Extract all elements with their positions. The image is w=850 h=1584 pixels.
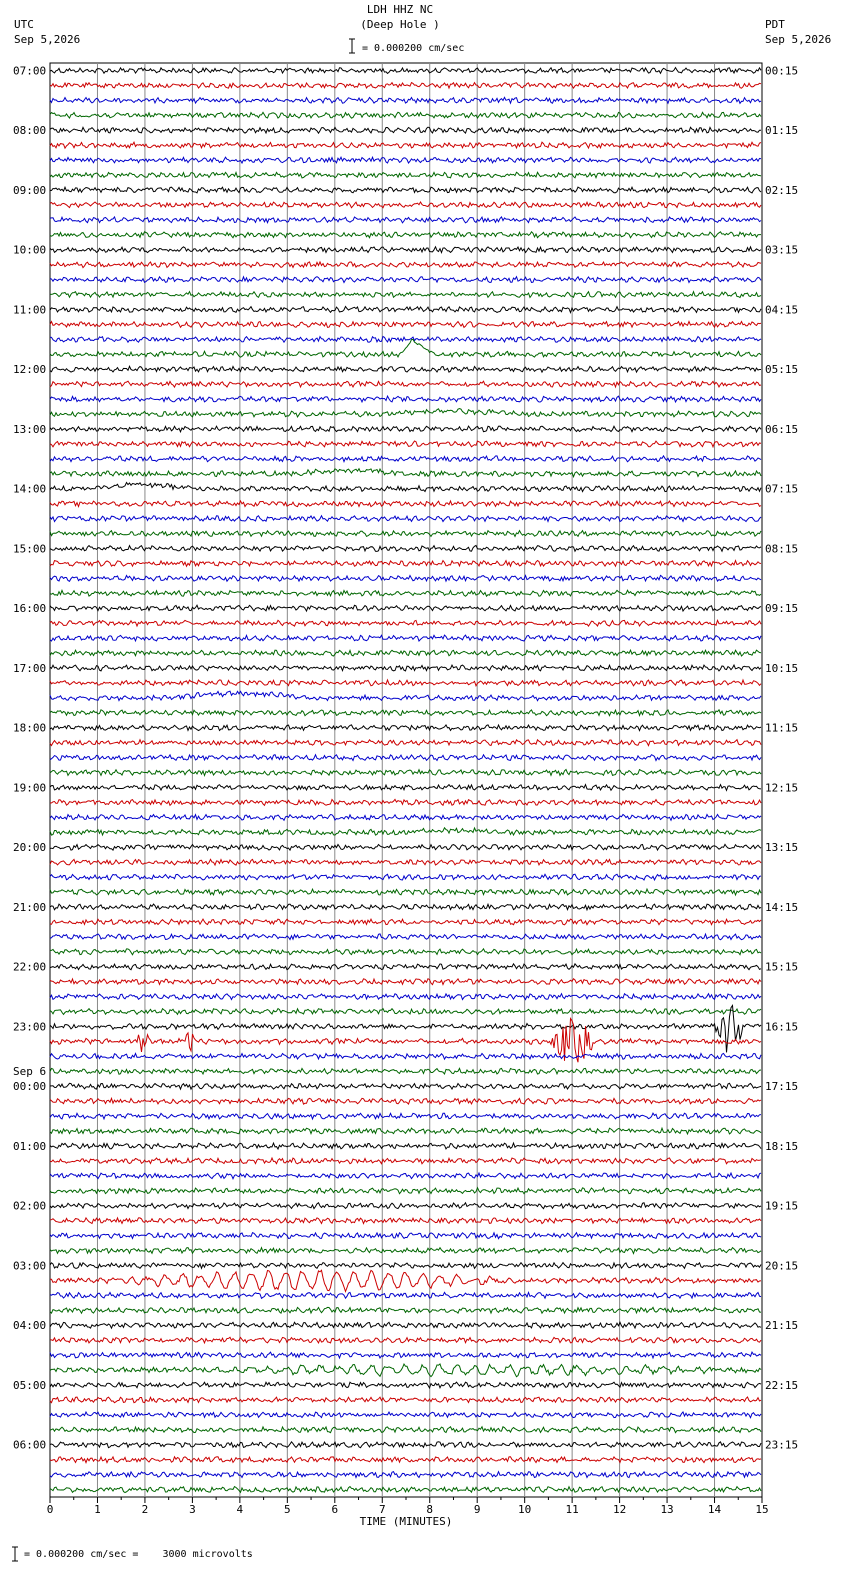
left-hour-label: 00:00 bbox=[13, 1080, 47, 1094]
right-hour-label: 02:15 bbox=[765, 183, 799, 197]
date-change-label: Sep 6 bbox=[13, 1065, 47, 1079]
x-tick-label: 4 bbox=[236, 1503, 244, 1516]
scale-text: = 0.000200 cm/sec bbox=[362, 43, 465, 54]
seismic-trace bbox=[50, 277, 761, 283]
left-hour-label: 13:00 bbox=[13, 422, 47, 436]
seismic-trace bbox=[50, 1128, 761, 1134]
x-tick-label: 6 bbox=[331, 1503, 339, 1516]
right-hour-label: 04:15 bbox=[765, 303, 799, 317]
left-hour-label: 20:00 bbox=[13, 841, 47, 855]
seismic-trace bbox=[50, 1322, 761, 1328]
scale-bar-icon bbox=[349, 39, 355, 53]
seismic-trace bbox=[50, 799, 761, 805]
left-hour-label: 01:00 bbox=[13, 1139, 47, 1153]
seismic-trace bbox=[50, 1397, 761, 1403]
seismic-trace bbox=[50, 650, 761, 656]
seismic-trace bbox=[50, 561, 761, 567]
seismic-trace bbox=[50, 1068, 761, 1074]
seismic-trace bbox=[50, 828, 761, 835]
left-timezone: UTC bbox=[14, 18, 34, 31]
seismic-trace bbox=[50, 1382, 761, 1388]
right-hour-label: 01:15 bbox=[765, 124, 799, 138]
seismic-trace bbox=[50, 575, 761, 581]
seismic-trace bbox=[50, 337, 761, 343]
x-tick-label: 14 bbox=[707, 1503, 722, 1516]
station-title: LDH HHZ NC bbox=[366, 3, 434, 16]
seismic-trace bbox=[50, 483, 761, 492]
seismic-trace bbox=[50, 725, 761, 731]
seismic-trace bbox=[50, 1203, 761, 1209]
seismic-trace bbox=[50, 546, 761, 552]
seismic-trace bbox=[50, 157, 761, 163]
left-hour-label: 11:00 bbox=[13, 303, 47, 317]
seismic-trace bbox=[50, 710, 761, 716]
seismic-trace bbox=[50, 202, 761, 208]
right-hour-label: 18:15 bbox=[765, 1139, 799, 1153]
left-date: Sep 5,2026 bbox=[14, 33, 81, 46]
seismic-trace bbox=[50, 1233, 761, 1239]
left-hour-label: 14:00 bbox=[13, 482, 47, 496]
seismic-trace bbox=[50, 1143, 761, 1149]
seismic-trace bbox=[50, 1083, 761, 1089]
seismic-trace bbox=[50, 396, 761, 402]
seismic-trace bbox=[50, 770, 761, 776]
seismic-trace bbox=[50, 366, 761, 372]
site-subtitle: (Deep Hole ) bbox=[360, 18, 440, 31]
right-hour-label: 12:15 bbox=[765, 781, 799, 795]
axis-labels bbox=[13, 64, 798, 1528]
left-hour-label: 06:00 bbox=[13, 1438, 47, 1452]
right-hour-label: 09:15 bbox=[765, 602, 799, 616]
seismic-trace bbox=[50, 127, 761, 133]
seismic-trace bbox=[50, 262, 761, 268]
left-hour-label: 02:00 bbox=[13, 1199, 47, 1213]
right-hour-label: 06:15 bbox=[765, 422, 799, 436]
x-tick-label: 5 bbox=[284, 1503, 291, 1516]
seismic-trace bbox=[50, 83, 761, 89]
right-hour-label: 11:15 bbox=[765, 721, 799, 735]
seismic-trace bbox=[50, 142, 761, 148]
seismic-trace bbox=[50, 441, 761, 447]
seismic-trace bbox=[50, 1188, 761, 1194]
left-hour-label: 18:00 bbox=[13, 721, 47, 735]
seismic-trace bbox=[50, 620, 761, 626]
seismic-trace bbox=[50, 1248, 761, 1254]
seismic-trace bbox=[50, 755, 761, 761]
left-hour-label: 12:00 bbox=[13, 363, 47, 377]
x-tick-label: 9 bbox=[473, 1503, 481, 1516]
right-hour-label: 10:15 bbox=[765, 661, 799, 675]
left-hour-label: 17:00 bbox=[13, 661, 47, 675]
seismic-trace bbox=[50, 1218, 761, 1224]
seismic-trace bbox=[50, 680, 761, 686]
left-hour-label: 16:00 bbox=[13, 602, 47, 616]
left-hour-label: 07:00 bbox=[13, 64, 47, 78]
seismic-trace bbox=[50, 844, 761, 850]
left-hour-label: 19:00 bbox=[13, 781, 47, 795]
seismic-trace bbox=[50, 1412, 761, 1418]
seismic-trace bbox=[50, 1442, 761, 1448]
right-hour-label: 16:15 bbox=[765, 1020, 799, 1034]
x-tick-label: 3 bbox=[189, 1503, 196, 1516]
seismic-trace bbox=[50, 904, 761, 910]
seismic-trace bbox=[50, 1053, 761, 1059]
seismic-trace bbox=[50, 815, 761, 821]
right-hour-label: 23:15 bbox=[765, 1438, 799, 1452]
right-hour-label: 08:15 bbox=[765, 542, 799, 556]
right-hour-label: 00:15 bbox=[765, 64, 799, 78]
right-hour-label: 17:15 bbox=[765, 1080, 799, 1094]
right-hour-label: 07:15 bbox=[765, 482, 799, 496]
footer-scale-note: = 0.000200 cm/sec = 3000 microvolts bbox=[24, 1549, 253, 1560]
seismic-trace bbox=[50, 889, 761, 895]
seismic-trace bbox=[50, 635, 761, 641]
right-hour-label: 21:15 bbox=[765, 1319, 799, 1333]
left-hour-label: 10:00 bbox=[13, 243, 47, 257]
right-date: Sep 5,2026 bbox=[765, 33, 832, 46]
seismic-trace bbox=[50, 232, 761, 238]
seismic-trace bbox=[50, 339, 761, 357]
seismic-trace bbox=[50, 979, 761, 985]
seismic-trace bbox=[50, 409, 761, 417]
x-tick-label: 2 bbox=[141, 1503, 149, 1516]
left-hour-label: 15:00 bbox=[13, 542, 47, 556]
left-hour-label: 23:00 bbox=[13, 1020, 47, 1034]
seismic-trace bbox=[50, 1457, 761, 1463]
seismic-trace bbox=[50, 1113, 761, 1119]
seismic-trace bbox=[50, 859, 761, 865]
left-hour-label: 22:00 bbox=[13, 960, 47, 974]
seismic-trace bbox=[50, 994, 761, 1000]
x-tick-label: 12 bbox=[612, 1503, 627, 1516]
seismic-trace bbox=[50, 68, 761, 74]
seismic-trace bbox=[50, 785, 761, 791]
seismic-trace bbox=[50, 1487, 761, 1493]
plot-frame bbox=[50, 63, 762, 1497]
right-hour-label: 13:15 bbox=[765, 841, 799, 855]
seismic-trace bbox=[50, 247, 761, 253]
seismic-trace bbox=[50, 516, 761, 522]
seismic-trace bbox=[50, 97, 761, 103]
seismic-trace bbox=[50, 292, 761, 298]
right-hour-label: 14:15 bbox=[765, 900, 799, 914]
seismic-trace bbox=[50, 1009, 761, 1015]
seismic-traces bbox=[50, 68, 761, 1493]
seismic-trace bbox=[50, 426, 761, 432]
seismic-trace bbox=[50, 590, 761, 596]
seismic-trace bbox=[50, 665, 761, 671]
seismic-trace bbox=[50, 949, 761, 955]
seismic-trace bbox=[50, 874, 761, 880]
left-hour-label: 21:00 bbox=[13, 900, 47, 914]
seismic-trace bbox=[50, 919, 761, 925]
seismic-trace bbox=[50, 531, 761, 537]
x-tick-label: 7 bbox=[378, 1503, 386, 1516]
seismic-trace bbox=[50, 1307, 761, 1313]
seismic-trace bbox=[50, 217, 761, 223]
seismic-trace bbox=[50, 1427, 761, 1433]
seismic-trace bbox=[50, 307, 761, 313]
right-hour-label: 15:15 bbox=[765, 960, 799, 974]
x-tick-label: 15 bbox=[755, 1503, 769, 1516]
seismic-trace bbox=[50, 1173, 761, 1179]
seismic-trace bbox=[50, 322, 761, 328]
seismic-trace bbox=[50, 1472, 761, 1478]
seismic-trace bbox=[50, 187, 761, 193]
x-tick-label: 0 bbox=[46, 1503, 54, 1516]
right-hour-label: 03:15 bbox=[765, 243, 799, 257]
right-hour-label: 20:15 bbox=[765, 1259, 799, 1273]
seismic-trace bbox=[50, 381, 761, 387]
seismic-trace bbox=[50, 1292, 761, 1298]
seismic-trace bbox=[50, 1098, 761, 1104]
left-hour-label: 04:00 bbox=[13, 1319, 47, 1333]
left-hour-label: 03:00 bbox=[13, 1259, 47, 1273]
seismic-trace bbox=[50, 740, 761, 746]
seismic-trace bbox=[50, 172, 761, 178]
x-tick-label: 8 bbox=[426, 1503, 434, 1516]
seismic-trace bbox=[50, 605, 761, 611]
seismic-trace bbox=[50, 964, 761, 970]
seismic-trace bbox=[50, 934, 761, 940]
x-tick-label: 11 bbox=[565, 1503, 579, 1516]
right-timezone: PDT bbox=[765, 18, 785, 31]
seismic-trace bbox=[50, 1270, 761, 1291]
x-axis-label: TIME (MINUTES) bbox=[359, 1515, 453, 1528]
x-tick-label: 1 bbox=[94, 1503, 101, 1516]
right-hour-label: 05:15 bbox=[765, 363, 799, 377]
right-hour-label: 19:15 bbox=[765, 1199, 799, 1213]
seismic-trace bbox=[50, 1364, 761, 1377]
seismic-trace bbox=[50, 1263, 761, 1269]
left-hour-label: 05:00 bbox=[13, 1378, 47, 1392]
right-hour-label: 22:15 bbox=[765, 1378, 799, 1392]
x-tick-label: 10 bbox=[518, 1503, 532, 1516]
x-tick-label: 13 bbox=[660, 1503, 674, 1516]
footer-scale-bar-icon bbox=[12, 1547, 18, 1561]
seismic-trace bbox=[50, 1337, 761, 1343]
seismic-trace bbox=[50, 456, 761, 462]
seismic-trace bbox=[50, 1352, 761, 1358]
left-hour-label: 09:00 bbox=[13, 183, 47, 197]
seismic-trace bbox=[50, 691, 761, 701]
left-hour-label: 08:00 bbox=[13, 124, 47, 138]
seismic-trace bbox=[50, 112, 761, 118]
seismic-trace bbox=[50, 501, 761, 507]
seismic-trace bbox=[50, 469, 761, 477]
seismic-trace bbox=[50, 1158, 761, 1164]
